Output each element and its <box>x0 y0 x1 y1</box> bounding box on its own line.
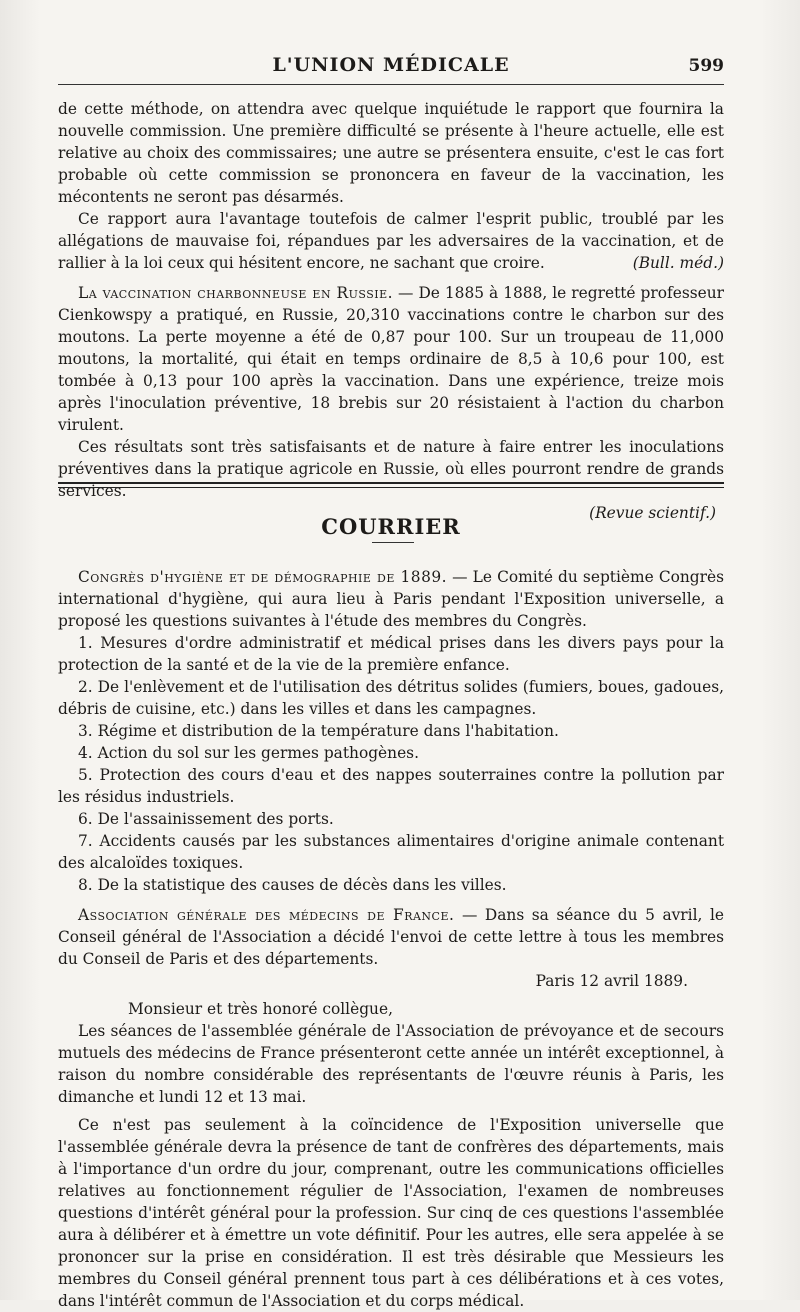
section-heading-association: Association générale des médecins de France. <box>78 906 455 924</box>
journal-title: L'UNION MÉDICALE <box>272 54 510 76</box>
paragraph-vaccination-russie <box>58 282 724 436</box>
paragraph-association-text: — Dans sa séance du 5 avril, le Conseil général de l'Association a décidé l'envoi de cette lettre à tous les membres du Conseil de Paris et des départements. <box>58 906 724 968</box>
list-item: 6. De l'assainissement des ports. <box>78 810 334 828</box>
courrier-title: COURRIER <box>321 514 461 539</box>
list-item: 4. Action du sol sur les germes pathogènes. <box>78 744 419 762</box>
section-heading-russie: La vaccination charbonneuse en Russie. <box>78 284 394 302</box>
paragraph-resultats: Ces résultats sont très satisfaisants et de nature à faire entrer les inoculations préventives dans la pratique agricole en Russie, où elles pourront rendre de grands services. <box>58 438 724 500</box>
section-heading-congres: Congrès d'hygiène et de démographie de 1889. <box>78 568 448 586</box>
page-number: 599 <box>688 56 724 76</box>
section-divider <box>58 482 724 488</box>
letter-paragraph: Les séances de l'assemblée générale de l'Association de prévoyance et de secours mutuels des médecins de France présenteront cette année un intérêt exceptionnel, à raison du nombre considérable des représentants de l'œuvre réunis à Paris, les dimanche et lundi 12 et 13 mai. <box>58 1022 724 1106</box>
top-section <box>58 98 724 524</box>
source-revue-scientif: (Revue scientif.) <box>589 504 716 522</box>
paragraph-congres <box>58 566 724 632</box>
paragraph-association <box>58 904 724 970</box>
list-item: 2. De l'enlèvement et de l'utilisation des détritus solides (fumiers, boues, gadoues, débris de cuisine, etc.) dans les villes et dans les campagnes. <box>58 678 724 718</box>
paragraph-rapport-text: Ce rapport aura l'avantage toutefois de calmer l'esprit public, troublé par les allégations de mauvaise foi, répandues par les adversaires de la vaccination, et de rallier à la loi ceux qui hésitent encore, ne sachant que croire. <box>58 210 724 272</box>
list-item: 3. Régime et distribution de la température dans l'habitation. <box>78 722 559 740</box>
paragraph-russie-text: — De 1885 à 1888, le regretté professeur Cienkowspy a pratiqué, en Russie, 20,310 vaccinations contre le charbon sur des moutons. La perte moyenne a été de 0,87 pour 100. Sur un troupeau de 11,000 moutons, la mortalité, qui était en temps ordinaire de 8,5 à 10,6 pour 100, est tombée à 0,13 pour 100 après la vaccination. Dans une expérience, treize mois après l'inoculation préventive, 18 brebis sur 20 résistaient à l'action du charbon virulent. <box>58 284 724 434</box>
header-rule <box>58 84 724 85</box>
letter-salutation: Monsieur et très honoré collègue, <box>128 1000 393 1018</box>
source-bull-med: (Bull. méd.) <box>632 254 724 272</box>
paragraph-rapport <box>58 208 724 274</box>
list-item: 5. Protection des cours d'eau et des nappes souterraines contre la pollution par les résidus industriels. <box>58 766 724 806</box>
paragraph-vaccination-commission: de cette méthode, on attendra avec quelque inquiétude le rapport que fournira la nouvelle commission. Une première difficulté se présente à l'heure actuelle, elle est relative au choix des commissaires; une autre se présentera ensuite, c'est le cas fort probable où cette commission se prononcera en faveur de la vaccination, les mécontents ne seront pas désarmés. <box>58 100 724 206</box>
letter-date: Paris 12 avril 1889. <box>535 972 688 990</box>
running-header <box>58 54 724 84</box>
courrier-underline <box>372 542 414 543</box>
list-item: 7. Accidents causés par les substances alimentaires d'origine animale contenant des alcaloïdes toxiques. <box>58 832 724 872</box>
list-item: 8. De la statistique des causes de décès dans les villes. <box>78 876 507 894</box>
list-item: 1. Mesures d'ordre administratif et médical prises dans les divers pays pour la protection de la santé et de la vie de la première enfance. <box>58 634 724 674</box>
paragraph-congres-text: — Le Comité du septième Congrès international d'hygiène, qui aura lieu à Paris pendant l'Exposition universelle, a proposé les questions suivantes à l'étude des membres du Congrès. <box>58 568 724 630</box>
letter-paragraph: Ce n'est pas seulement à la coïncidence de l'Exposition universelle que l'assemblée générale devra la présence de tant de confrères des départements, mais à l'importance d'un ordre du jour, comprenant, outre les communications officielles relatives au fonctionnement régulier de l'Association, l'examen de nombreuses questions d'intérêt général pour la profession. Sur cinq de ces questions l'assemblée aura à délibérer et à émettre un vote définitif. Pour les autres, elle sera appelée à se prononcer sur la prise en considération. Il est très désirable que Messieurs les membres du Conseil général prennent tous part à ces délibérations et à ces votes, dans l'intérêt commun de l'Association et du corps médical. <box>58 1116 724 1310</box>
courrier-section <box>58 566 724 1312</box>
